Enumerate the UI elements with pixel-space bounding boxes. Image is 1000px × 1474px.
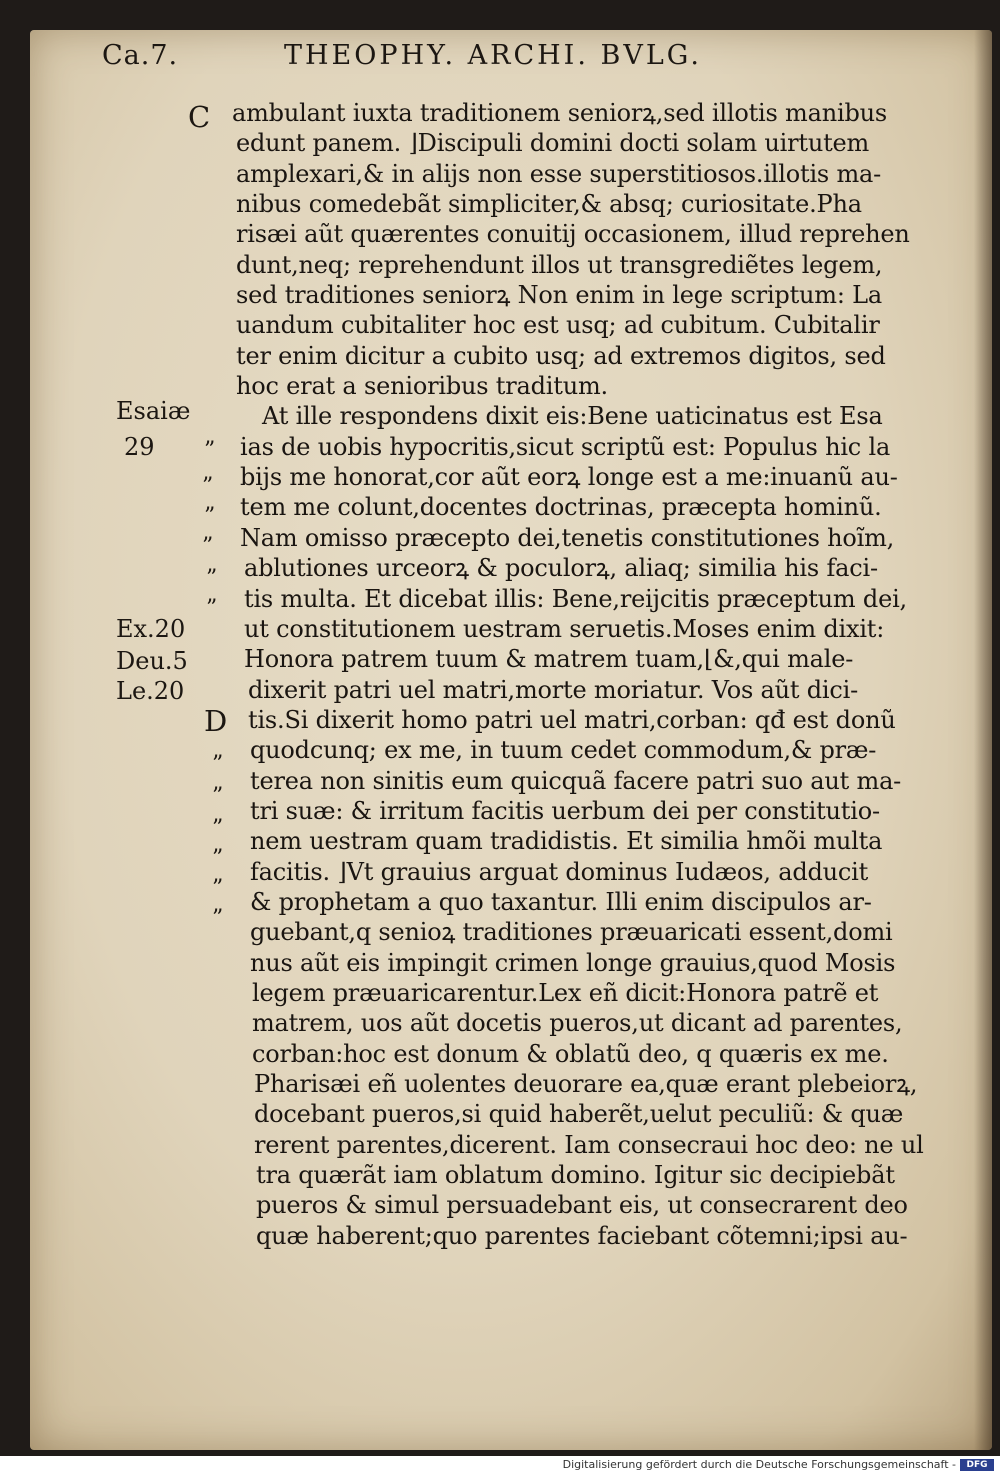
margin-ref-29: 29 (124, 433, 155, 461)
quote-mark: ” (212, 846, 224, 871)
section-letter-d: D (204, 704, 228, 738)
text-line: rerent parentes,dicerent. Iam consecraui hoc deo: ne ul (254, 1130, 924, 1159)
quote-mark: ” (206, 566, 218, 591)
quote-mark: ” (206, 596, 218, 621)
chapter-label: Ca.7. (102, 40, 179, 71)
text-line: corban:hoc est donum & oblatũ deo, q quæris ex me. (252, 1039, 889, 1068)
text-line: uandum cubitaliter hoc est usq; ad cubitum. Cubitalir (236, 311, 880, 340)
text-line: quæ haberent;quo parentes faciebant cõtemni;ipsi au- (256, 1221, 908, 1250)
text-line: bijs me honorat,cor aũt eorꝝ longe est a me:inuanũ au- (240, 463, 898, 492)
margin-ref-esaiae: Esaiæ (116, 397, 191, 425)
text-line: At ille respondens dixit eis:Bene uaticinatus est Esa (262, 402, 883, 431)
text-line: dunt,neq; reprehendunt illos ut transgrediẽtes legem, (236, 250, 883, 279)
text-line: sed traditiones seniorꝝ Non enim in lege scriptum: La (236, 281, 883, 310)
text-line: pueros & simul persuadebant eis, ut consecrarent deo (256, 1191, 908, 1220)
text-line: risæi aũt quærentes conuitij occasionem, illud reprehen (236, 220, 910, 249)
text-line: tis multa. Et dicebat illis: Bene,reijcitis præceptum dei, (244, 584, 907, 613)
text-line: tis.Si dixerit homo patri uel matri,corban: qđ est donũ (248, 705, 896, 734)
text-line: Pharisæi eñ uolentes deuorare ea,quæ erant plebeiorꝝ, (254, 1070, 918, 1098)
text-line: ablutiones urceorꝝ & poculorꝝ, aliaq; similia his faci- (244, 554, 878, 583)
dfg-logo-icon: DFG (960, 1459, 994, 1471)
running-title: THEOPHY. ARCHI. BVLG. (284, 40, 702, 71)
text-line: & prophetam a quo taxantur. Illi enim discipulos ar- (250, 887, 872, 916)
quote-mark: ” (212, 906, 224, 931)
text-line: terea non sinitis eum quicquã facere patri suo aut ma- (250, 766, 902, 795)
margin-ref-deu5: Deu.5 (116, 647, 188, 675)
text-line: ut constitutionem uestram seruetis.Moses enim dixit: (244, 614, 885, 643)
footer-credit: Digitalisierung gefördert durch die Deutsche Forschungsgemeinschaft - (562, 1458, 956, 1471)
text-line: nibus comedebãt simpliciter,& absq; curiositate.Pha (236, 190, 862, 219)
text-line: edunt panem. ⌋Discipuli domini docti solam uirtutem (236, 129, 870, 158)
text-line: docebant pueros,si quid haberẽt,uelut peculiũ: & quæ (254, 1100, 904, 1129)
page-edge-shadow (974, 30, 992, 1450)
text-line: matrem, uos aũt docetis pueros,ut dicant ad parentes, (252, 1009, 903, 1038)
text-line: dixerit patri uel matri,morte moriatur. Vos aũt dici- (248, 675, 858, 704)
text-line: guebant,q senioꝝ traditiones præuaricati essent,domi (250, 918, 893, 947)
quote-mark: ” (202, 474, 214, 499)
text-line: amplexari,& in alijs non esse superstitiosos.illotis ma- (236, 159, 882, 188)
section-letter-c: C (188, 100, 211, 134)
text-line: ambulant iuxta traditionem seniorꝝ,sed illotis manibus (232, 99, 887, 127)
text-line: tri suæ: & irritum facitis uerbum dei per constitutio- (250, 796, 880, 825)
quote-mark: ” (212, 816, 224, 841)
quote-mark: ” (204, 438, 216, 463)
quote-mark: ” (202, 534, 214, 559)
body-text (210, 98, 930, 1251)
text-line: nem uestram quam tradidistis. Et similia hmõi multa (250, 827, 883, 856)
quote-mark: ” (212, 876, 224, 901)
footer-bar (0, 1456, 1000, 1474)
quote-mark: ” (204, 504, 216, 529)
text-line: Nam omisso præcepto dei,tenetis constitutiones hoĩm, (240, 523, 895, 552)
text-line: hoc erat a senioribus traditum. (236, 372, 608, 401)
text-line: quodcunq; ex me, in tuum cedet commodum,& præ- (250, 736, 877, 765)
text-line: Honora patrem tuum & matrem tuam,⌊&,qui male- (244, 645, 854, 674)
text-line: tem me colunt,docentes doctrinas, præcepta hominũ. (240, 493, 882, 522)
text-line: facitis. ⌋Vt grauius arguat dominus Iudæos, adducit (250, 857, 869, 886)
text-line: tra quærãt iam oblatum domino. Igitur sic decipiebãt (256, 1161, 895, 1190)
text-line: ias de uobis hypocritis,sicut scriptũ est: Populus hic la (240, 432, 891, 461)
text-line: nus aũt eis impingit crimen longe grauius,quod Mosis (250, 948, 896, 977)
margin-ref-le20: Le.20 (116, 677, 185, 705)
text-line: ter enim dicitur a cubito usq; ad extremos digitos, sed (236, 341, 886, 370)
margin-ref-ex20: Ex.20 (116, 615, 186, 643)
quote-mark: ” (212, 752, 224, 777)
quote-mark: ” (212, 784, 224, 809)
text-line: legem præuaricarentur.Lex eñ dicit:Honora patrẽ et (252, 978, 879, 1007)
